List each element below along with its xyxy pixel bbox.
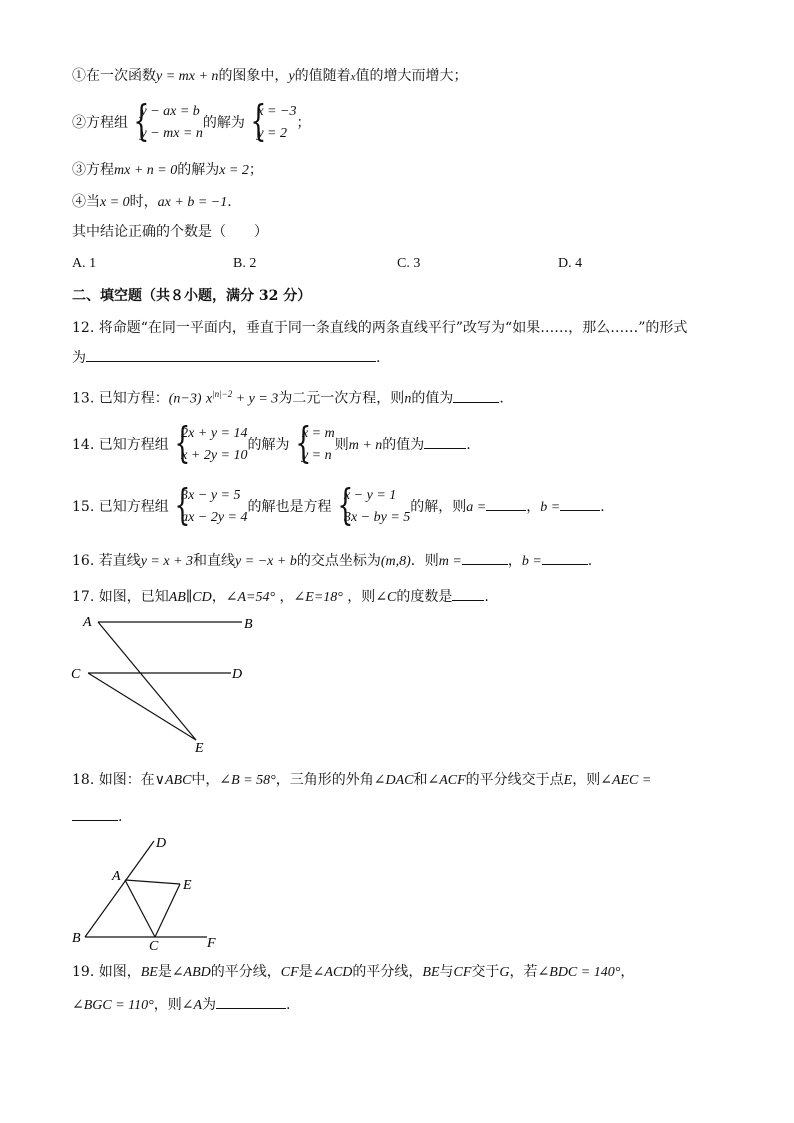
label-f: F <box>207 936 216 951</box>
line-ac <box>125 880 155 937</box>
option-b[interactable]: B. 2 <box>233 256 257 271</box>
line-ae <box>125 880 180 884</box>
q18-line-1: 18. 如图：在∨ABC中，∠B = 58°，三角形的外角∠DAC和∠ACF的平分线交于点E，则∠AEC = <box>72 772 652 788</box>
q11-question: 其中结论正确的个数是（ ） <box>72 224 268 240</box>
line-ce <box>155 884 180 937</box>
label-d: D <box>156 836 167 851</box>
system-of-equations: { 3x − y = 5 ax − 2y = 4 <box>173 485 247 529</box>
q11-statement-3: ③方程mx + n = 0的解为x = 2； <box>72 162 263 178</box>
q18-line-2: . <box>72 806 122 827</box>
q14: 14. 已知方程组 { 2x + y = 14 x + 2y = 10 的解为 { x = m y = n 则m + n的值为 . <box>72 422 471 469</box>
label-e: E <box>195 741 204 756</box>
label-a: A <box>83 615 92 630</box>
system-solution: { x = −3 y = 2 <box>249 101 296 145</box>
label-b: B <box>72 931 81 946</box>
label-c: C <box>149 939 159 954</box>
label-b: B <box>244 617 253 632</box>
label-a: A <box>112 869 121 884</box>
q12-line-2: 为 . <box>72 347 380 368</box>
q13: 13. 已知方程：(n−3) $x^{|n|-2} + y = 3$为二元一次方程，则n的值为 . <box>72 389 504 407</box>
q15: 15. 已知方程组 { 3x − y = 5 ax − 2y = 4 的解也是方程 { x − y = 1 3x − by = 5 的解，则a = ，b = . <box>72 484 605 531</box>
q19-line-2: ∠BGC = 110°，则∠A为 . <box>72 994 291 1016</box>
system-of-equations: { 2x + y = 14 x + 2y = 10 <box>173 423 247 467</box>
q11-statement-2: ②方程组 { y − ax = b y − mx = n 的解为 { x = −3 y = 2 ； <box>72 100 310 146</box>
q12-line-1: 12. 将命题“在同一平面内，垂直于同一条直线的两条直线平行”改写为“如果……，那么……”的形式 <box>72 320 688 336</box>
line-bd <box>85 841 154 937</box>
system-of-equations-2: { x − y = 1 3x − by = 5 <box>336 485 410 529</box>
q16: 16. 若直线y = x + 3和直线y = −x + b的交点坐标为(m,8)．则m = ，b = . <box>72 550 592 572</box>
label-e: E <box>183 878 192 893</box>
label-d: D <box>232 667 243 682</box>
system-of-equations: { y − ax = b y − mx = n <box>132 101 202 145</box>
answer-blank[interactable] <box>216 994 286 1009</box>
section-2-title: 二、填空题（共８小题，满分 32 分） <box>72 288 312 304</box>
system-solution: { x = m y = n <box>294 423 335 467</box>
q11-statement-4: ④当x = 0时，ax + b = −1. <box>72 194 232 210</box>
option-d[interactable]: D. 4 <box>558 256 583 271</box>
option-a[interactable]: A. 1 <box>72 256 97 271</box>
q17: 17. 如图，已知AB∥CD，∠A=54° ，∠E=18° ，则∠C的度数是 . <box>72 586 489 608</box>
q11-statement-1: ①在一次函数y = mx + n的图象中，y的值随着x值的增大而增大； <box>72 68 468 84</box>
q19-line-1: 19. 如图，BE是∠ABD的平分线，CF是∠ACD的平分线，BE与CF交于G，若∠BDC = 140°， <box>72 964 635 980</box>
label-c: C <box>71 667 81 682</box>
option-c[interactable]: C. 3 <box>397 256 421 271</box>
